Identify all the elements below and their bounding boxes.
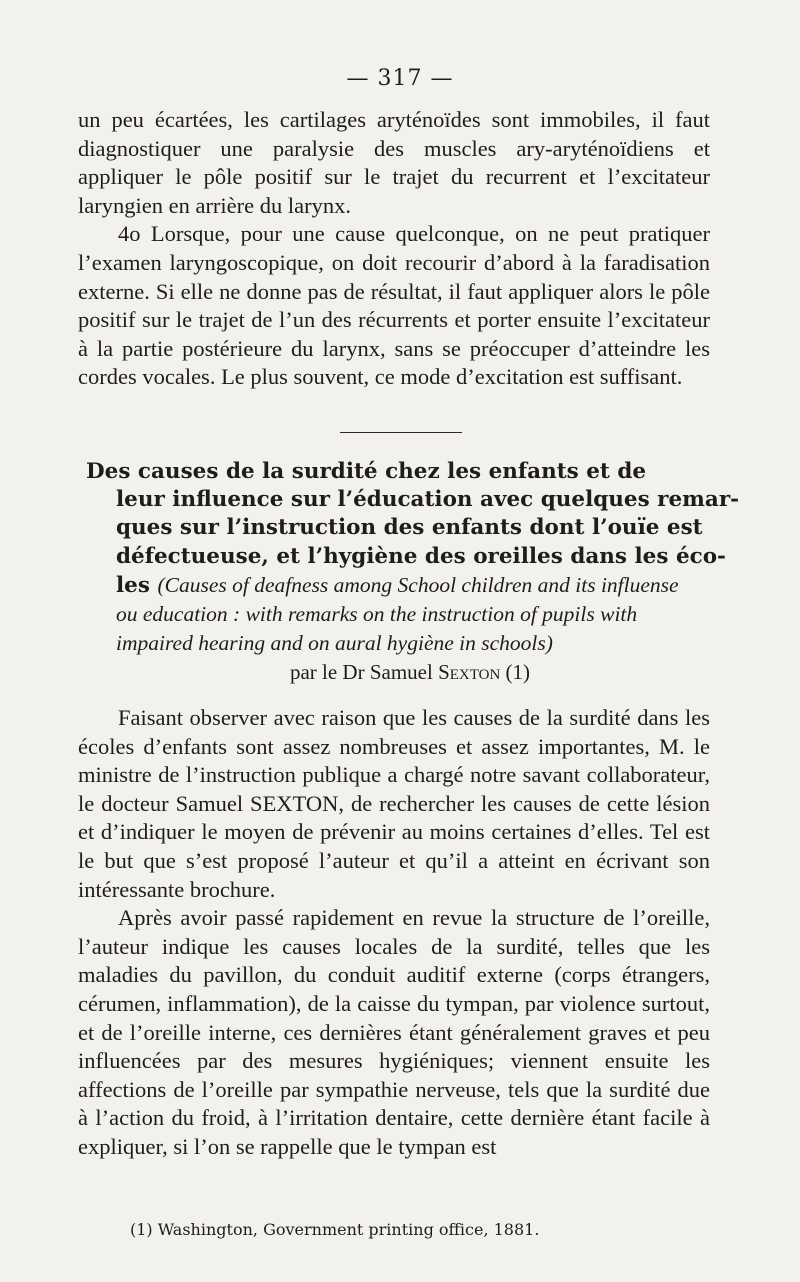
- paragraph: 4o Lorsque, pour une cause quelconque, on ne peut pratiquer l’examen laryngoscopique, on doit recourir d’abord à la faradisation externe. Si elle ne donne pas de résultat, il faut appliquer alors le pôle positif sur le trajet de l’un des récurrents et porter ensuite l’excitateur à la partie postérieure du larynx, sans se préoccuper d’atteindre les cordes vocales. Le plus souvent, ce mode d’excitation est suffisant.: [78, 221, 710, 390]
- page-number: — 317 —: [346, 66, 454, 91]
- title-line: ques sur l’instruction des enfants dont l’ouïe est: [116, 515, 703, 541]
- byline: [0, 660, 800, 685]
- title-line-mixed: [86, 571, 720, 600]
- title-end: les: [116, 572, 150, 598]
- title-line: défectueuse, et l’hygiène des oreilles dans les éco-: [116, 543, 726, 569]
- text-block-bottom: [78, 704, 710, 1162]
- footnote: (1) Washington, Government printing office, 1881.: [130, 1220, 540, 1239]
- text-block-top: [78, 106, 710, 392]
- article-title: [86, 458, 740, 658]
- footnote-ref: (1): [505, 660, 531, 684]
- author-name: Sexton: [438, 660, 501, 684]
- section-divider: [340, 432, 462, 433]
- english-title-line: (Causes of deafness among School children and its influense: [157, 572, 679, 597]
- title-line: leur influence sur l’éducation avec quelques remar-: [116, 487, 740, 513]
- title-line: [86, 600, 720, 629]
- title-line: Des causes de la surdité chez les enfants et de: [86, 459, 647, 484]
- english-title-line: ou education : with remarks on the instruction of pupils with: [116, 602, 638, 627]
- byline-prefix: par le Dr Samuel: [289, 660, 433, 684]
- paragraph: Après avoir passé rapidement en revue la structure de l’oreille, l’auteur indique les causes locales de la surdité, telles que les maladies du pavillon, du conduit auditif externe (corps étrangers, cérumen, inflammation), de la caisse du tympan, par violence surtout, et de l’oreille interne, ces dernières étant généralement graves et peu influencées par des mesures hygiéniques; viennent ensuite les affections de l’oreille par sympathie nerveuse, tels que la surdité due à l’action du froid, à l’irritation dentaire, cette dernière étant facile à expliquer, si l’on se rappelle que le tympan est: [78, 905, 710, 1159]
- english-title-line: impaired hearing and on aural hygiène in schools): [116, 631, 553, 656]
- title-line: [86, 629, 720, 658]
- paragraph: un peu écartées, les cartilages aryténoïdes sont immobiles, il faut diagnostiquer une paralysie des muscles ary-aryténoïdiens et appliquer le pôle positif sur le trajet du recurrent et l’excitateur laryngien en arrière du larynx.: [78, 107, 710, 218]
- paragraph: Faisant observer avec raison que les causes de la surdité dans les écoles d’enfants sont assez nombreuses et assez importantes, M. le ministre de l’instruction publique a chargé notre savant collaborateur, le docteur Samuel SEXTON, de rechercher les causes de cette lésion et d’indiquer le moyen de prévenir au moins certaines d’elles. Tel est le but que s’est proposé l’auteur et qu’il a atteint en écrivant son intéressante brochure.: [78, 705, 710, 902]
